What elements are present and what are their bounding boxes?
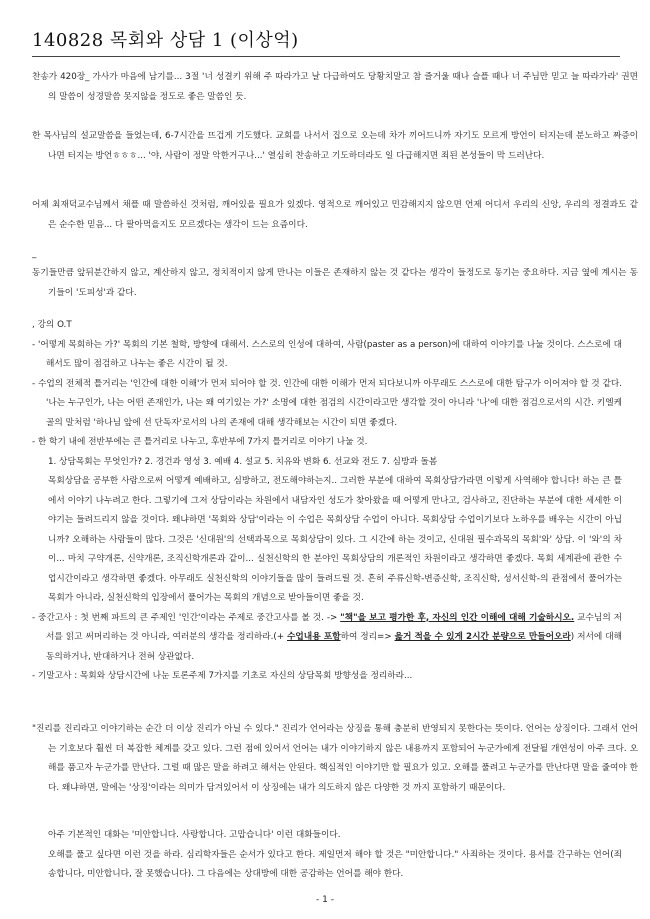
midterm-text-e: 하여 정리=> <box>340 632 395 642</box>
midterm-emphasis-book: "책"을 보고 평가한 후, 자신의 인간 이해에 대해 기술하시오. <box>340 612 575 623</box>
midterm-text-g: ) 저서에 대해 동의하거나, 반대하거나 전혀 상관없다. <box>46 632 622 662</box>
ot-item-framework: - 수업의 전체적 틀거리는 '인간에 대한 이해'가 먼저 되어야 할 것. 인간에 대한 이해가 먼저 되다보니까 아무래도 스스로에 대한 탐구가 이어져야 할 것 같다. '나는 누구인가, 나는 어떤 존재인가, 나는 왜 여기있는 가?' 소명에 대한 점검의 시간이라고만 생각할 것이 아니라 '나'에 대한 점검으로서의 시간. 키엘케골의 말처럼 '하나님 앞에 선 단독자'로서의 나의 존재에 대해 생각해보는 시간이 되면 좋겠다. <box>32 378 622 428</box>
paragraph-chapel: 어제 최재덕교수님께서 채플 때 말씀하신 것처럼, 깨어있을 필요가 있겠다. 영적으로 깨어있고 민감해지지 않으면 언제 어디서 우리의 신앙, 우리의 정결과도 같은 순수한 믿음... 다 팔아먹을지도 모르겠다는 생각이 드는 요즘이다. <box>32 200 638 230</box>
paragraph-sermon: 한 목사님의 설교말씀을 들었는데, 6-7시간을 뜨겁게 기도했다. 교회를 나서서 집으로 오는데 차가 끼어드니까 자기도 모르게 방언이 터지는데 분노하고 짜증이나면 터지는 방언ㅎㅎㅎ... '야, 사람이 정말 악한거구나...' 열심히 찬송하고 기도하더라도 일 다급해지면 죄된 본성들이 막 드러난다. <box>32 131 638 161</box>
paragraph-hymn: 찬송가 420장_ 가사가 마음에 남기를... 3절 '너 성결키 위해 주 따라가고 날 다급하여도 당황치말고 참 즐거울 때나 슬플 때나 너 주님만 믿고 늘 따라가라' 권면의 말씀이 성경말씀 못지않을 정도로 좋은 말씀인 듯. <box>32 72 638 102</box>
ot-item-philosophy: - '어떻게 목회하는 가?' 목회의 기본 철학, 방향에 대해서. 스스로의 인성에 대하여, 사람(paster as a person)에 대하여 이야기를 나눌 것이다. 스스로에 대해서도 많이 점검하고 나누는 좋은 시간이 될 것. <box>32 339 622 369</box>
page-number: - 1 - <box>316 895 334 905</box>
topic-list: 1. 상담목회는 무엇인가? 2. 경건과 영성 3. 예배 4. 설교 5. 치유와 변화 6. 선교와 전도 7. 심방과 돌봄 <box>48 456 438 467</box>
final-exam-item: - 기말고사 : 목회와 상담시간에 나눈 토론주제 7가지를 기초로 자신의 상담목회 방향성을 정리하라... <box>32 671 413 681</box>
midterm-text-a: - 중간고사 : 첫 번째 파트의 큰 주제인 '인간'이라는 주제로 중간고사를 볼 것. -> <box>32 612 341 623</box>
paragraph-classmates: 동기들만큼 앞뒤분간하지 않고, 계산하지 않고, 정치적이지 않게 만나는 이들은 존재하지 않는 것 같다는 생각이 들정도로 동기는 중요하다. 지금 옆에 계시는 동기들이 '도피성'과 같다. <box>32 268 638 298</box>
ot-section <box>32 316 622 687</box>
paragraph-apology-order: 오해를 풀고 싶다면 이런 것을 하라. 심리학자들은 순서가 있다고 한다. 제일먼저 해야 할 것은 "미안합니다." 사죄하는 것이다. 용서를 간구하는 언어(죄송합니다, 미안합니다, 잘 못했습니다). 그 다음에는 상대방에 대한 공감하는 언어를 해야 한다. <box>48 849 622 879</box>
section-heading-ot: , 강의 O.T <box>32 320 72 330</box>
paragraph-basic-conversation: 아주 기본적인 대화는 '미안합니다. 사랑합니다. 고맙습니다' 이런 대화들이다. <box>48 830 341 840</box>
separator-dash: _ <box>32 249 37 259</box>
ot-item-semester: - 한 학기 내에 전반부에는 큰 틀거리로 나누고, 후반부에 7가지 틀거리로 이야기 나눌 것. <box>32 437 368 447</box>
midterm-emphasis-class: 수업내용 포함 <box>287 632 341 642</box>
conversation-section <box>32 826 622 885</box>
page-title: 140828 목회와 상담 1 (이상억) <box>32 30 299 51</box>
title-underline <box>32 56 620 57</box>
paragraph-language-symbol: "진리를 진리라고 이야기하는 순간 더 이상 진리가 아닐 수 있다." 진리가 언어라는 상징을 통해 충분히 반영되지 못한다는 뜻이다. 언어는 상징이다. 그래서 언어는 기호보다 훨씬 더 복잡한 체계를 갖고 있다. 그런 점에 있어서 언어는 내가 이야기하지 않은 내용까지 포함되어 누군가에게 전달될 개연성이 아주 크다. 오해를 품고자 누군가를 만난다. 그럴 때 많은 말을 하려고 해서는 안된다. 핵심적인 이야기만 할 필요가 있고. 오해를 풀려고 누군가를 만난다면 말을 줄여야 한다. 왜냐하면, 말에는 '상징'이라는 의미가 담겨있어서 이 상징에는 내가 의도하지 않은 다양한 것 까지 포함하기 때문이다. <box>32 724 638 793</box>
midterm-item <box>32 609 622 668</box>
ot-item-semester-detail: 목회상담을 공부한 사람으로써 어떻게 예배하고, 심방하고, 전도해야하는지.. 그러한 부분에 대하여 목회상담가라면 이렇게 사역해야 합니다! 하는 큰 틀에서 이야기 나누려고 한다. 그렇기에 그저 상담이라는 차원에서 내담자인 성도가 찾아왔을 때 어떻게 만나고, 검사하고, 진단하는 부분에 대한 세세한 이야기는 들려드리지 않을 것이다. 왜냐하면 '목회와 상담'이라는 이 수업은 목회상담 수업이 아니다. 목회상담 수업이기보다 노하우를 배우는 시간이 아닙니까? 오해하는 사람들이 많다. 그것은 '신대원'의 선택과목으로 목회상담이 있다. 그 시간에 하는 것이고, 신대원 필수과목의 목회'와' 상담. 이 '와'의 차이... 마치 구약개론, 신약개론, 조직신학개론과 같이... 실천신학의 한 분야인 목회상담의 개론적인 차원이라고 생각하면 좋겠다. 목회 세계관에 관한 수업시간이라고 생각하면 좋겠다. 아무래도 실천신학의 이야기들을 많이 들려드릴 것. 흔히 주류신학-변증신학, 조직신학, 성서신학-의 관점에서 풀어가는 목회가 아니라, 실천신학의 입장에서 풀어가는 목회의 개념으로 받아들이면 좋을 것. <box>48 476 622 603</box>
midterm-emphasis-length: 읊거 적을 수 있게 2시간 분량으로 만들어오라 <box>394 632 571 642</box>
midterm-text-c: 교수님의 저서를 읽고 써머리하는 것 아니라, 여러분의 생각을 정리하라.(+ <box>46 612 623 642</box>
